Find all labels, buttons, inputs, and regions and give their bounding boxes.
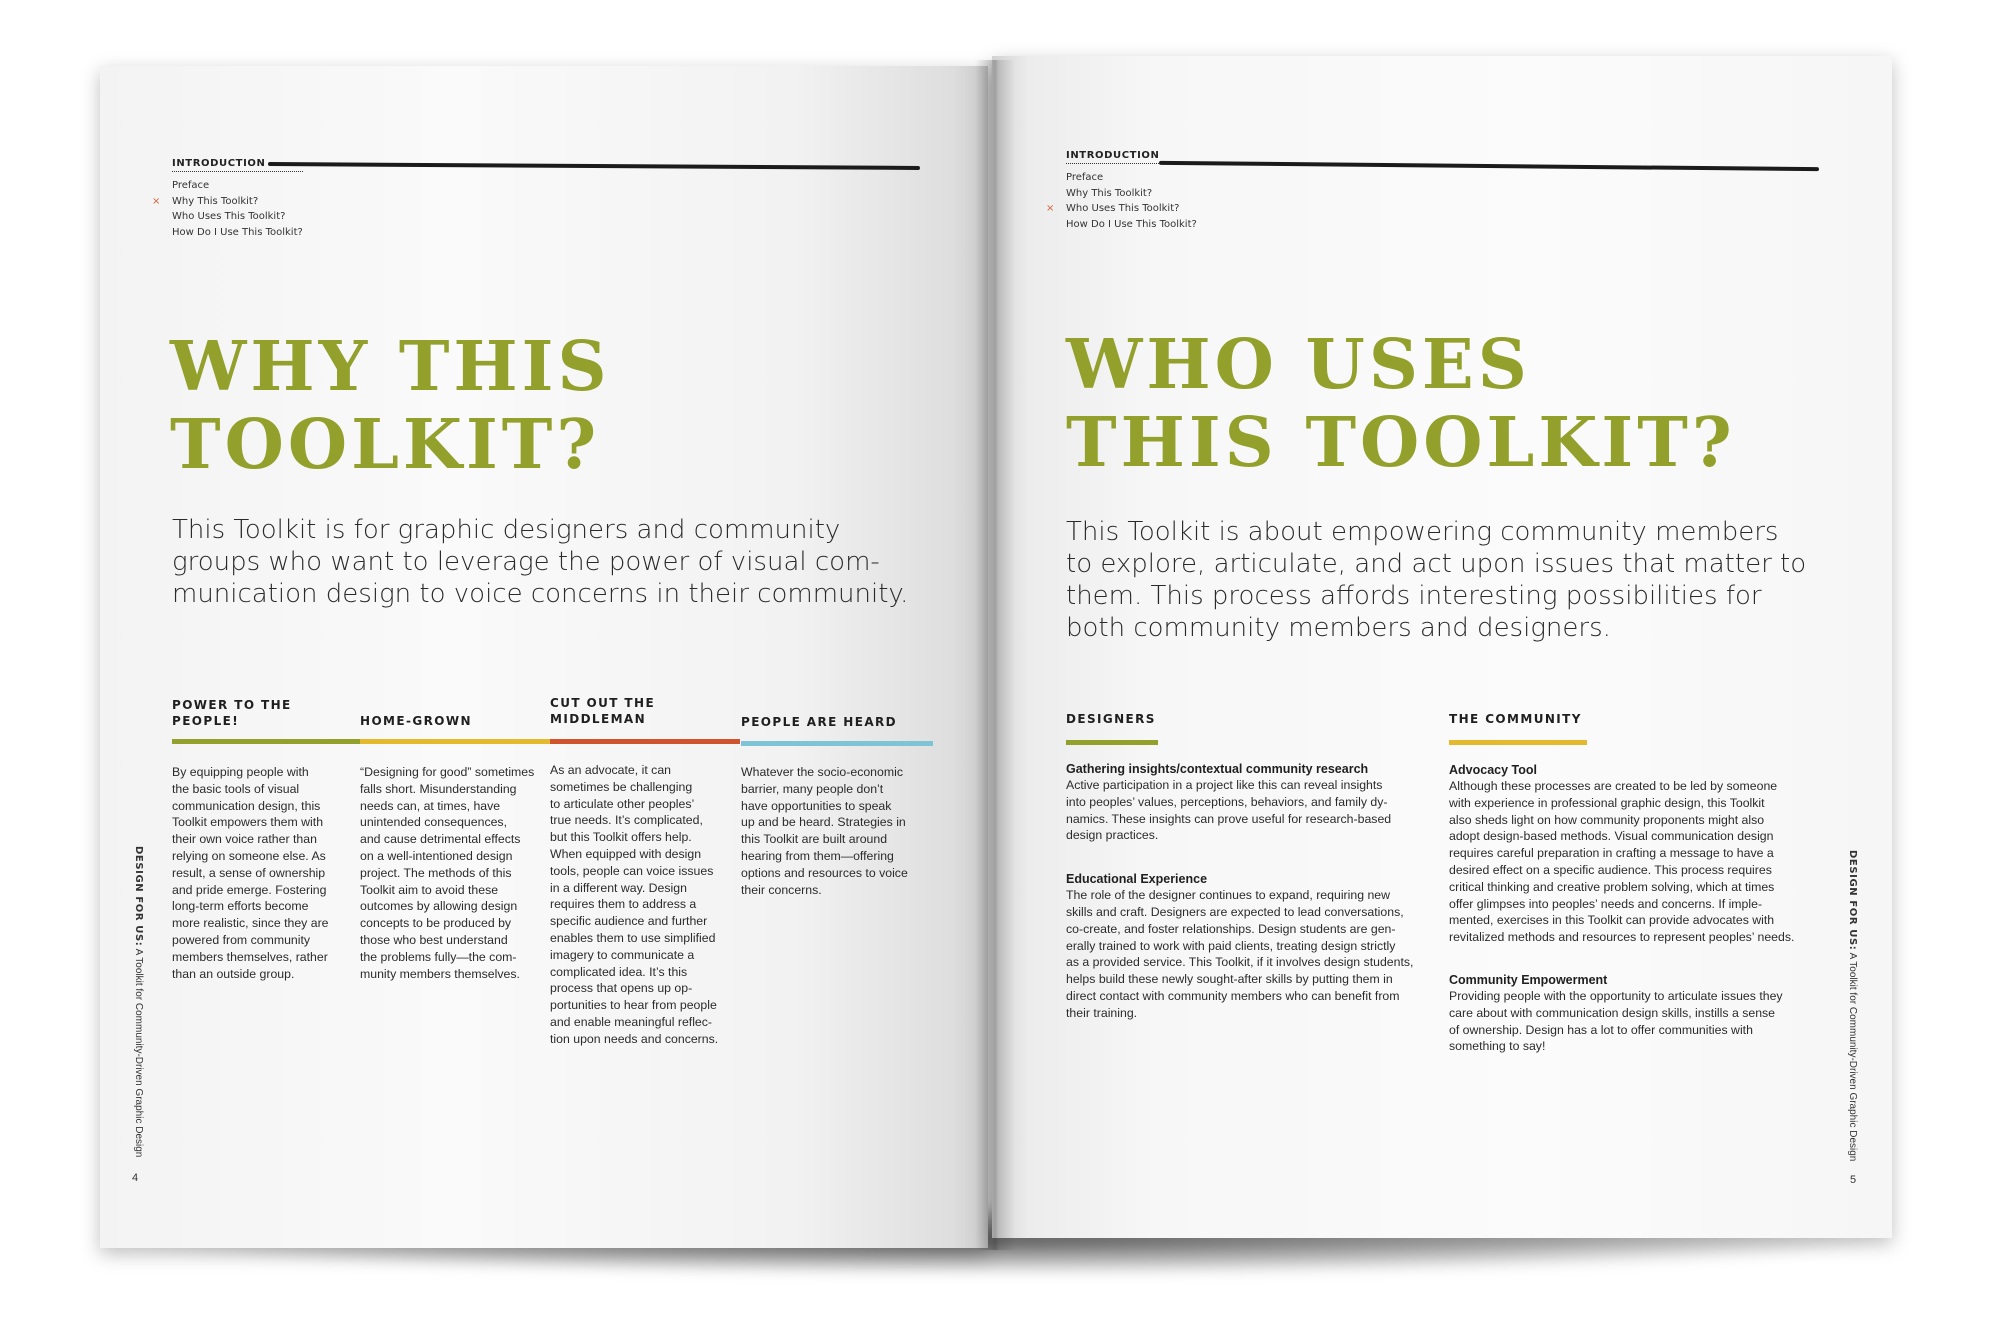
text-line: desired effect on a specific audience. This process requires — [1449, 862, 1772, 877]
text-line: but this Toolkit offers help. — [550, 830, 692, 845]
toc-item-label: Why This Toolkit? — [172, 195, 259, 207]
text-line: offer glimpses into peoples’ needs and concerns. If imple- — [1449, 896, 1763, 911]
text-line: erally trained to work with paid clients, treating design strictly — [1066, 938, 1396, 953]
heading-line: HOME-GROWN — [360, 714, 472, 728]
toc-item-how[interactable]: How Do I Use This Toolkit? — [172, 226, 303, 238]
text-line: true needs. It’s complicated, — [550, 813, 703, 828]
heading-line: CUT OUT THE — [550, 696, 656, 710]
text-line: munity members themselves. — [360, 966, 520, 981]
text-line: critical thinking and creative problem solving, which at times — [1449, 879, 1775, 894]
text-line: than an outside group. — [172, 966, 295, 981]
toc-item-who[interactable] — [1046, 201, 1197, 217]
toc-item-why[interactable]: Why This Toolkit? — [1066, 187, 1153, 199]
spine-gutter — [975, 60, 1015, 1250]
text-line: specific audience and further — [550, 914, 708, 929]
text-line: process that opens up op- — [550, 981, 693, 996]
title-line-1: WHY THIS — [170, 327, 611, 407]
column-bar-blue — [741, 741, 933, 746]
text-line: Toolkit empowers them with — [172, 815, 324, 830]
text-line: As an advocate, it can — [550, 763, 671, 777]
intro-line: both community members and designers. — [1066, 613, 1611, 643]
text-line: options and resources to voice — [741, 865, 908, 880]
text-line: design practices. — [1066, 828, 1159, 843]
text-line: relying on someone else. As — [172, 848, 326, 863]
text-line: outcomes by allowing design — [360, 899, 518, 914]
column-heading-middleman — [550, 695, 730, 727]
text-line: as a provided service. This Toolkit, if it involves design students, — [1066, 955, 1414, 970]
text-line: the basic tools of visual — [172, 781, 300, 796]
text-line: skills and craft. Designers are expected to lead conversations, — [1066, 904, 1404, 919]
text-line: falls short. Misunderstanding — [360, 781, 517, 796]
text-line: up and be heard. Strategies in — [741, 815, 906, 830]
heading-line: PEOPLE ARE HEARD — [741, 715, 898, 729]
text-line: Toolkit aim to avoid these — [360, 882, 499, 897]
toc-item-how[interactable]: How Do I Use This Toolkit? — [1066, 218, 1197, 230]
text-line: more realistic, since they are — [172, 916, 329, 931]
intro-line: them. This process affords interesting possibilities for — [1066, 581, 1762, 611]
text-line: the problems fully—the com- — [360, 949, 517, 964]
text-line: barrier, many people don’t — [741, 781, 884, 796]
toc-left — [152, 158, 303, 240]
text-line: into peoples’ values, perceptions, behaviors, and family dy- — [1066, 794, 1388, 809]
intro-line: to explore, articulate, and act upon issues that matter to — [1066, 549, 1807, 579]
page-number: 4 — [132, 1172, 139, 1184]
text-line: requires them to address a — [550, 897, 697, 912]
text-line: of ownership. Design has a lot to offer communities with — [1449, 1022, 1753, 1037]
text-line: complicated idea. It’s this — [550, 964, 688, 979]
intro-text — [1066, 516, 1866, 644]
active-mark-icon: × — [1046, 203, 1055, 214]
toc-item-who[interactable]: Who Uses This Toolkit? — [172, 211, 286, 222]
text-line: adopt design-based methods. Visual communication design — [1449, 829, 1774, 844]
side-running-title — [1847, 850, 1858, 1161]
intro-line: This Toolkit is for graphic designers and community — [172, 515, 841, 545]
text-line: powered from community — [172, 932, 311, 947]
header-rule — [1159, 161, 1819, 171]
community-bar — [1449, 740, 1587, 745]
community-text — [1449, 988, 1849, 1055]
page-number: 5 — [1850, 1174, 1857, 1186]
designers-sub-heading: Gathering insights/contextual community research — [1066, 762, 1369, 776]
text-line: their own voice rather than — [172, 832, 317, 847]
toc-item-why[interactable] — [152, 194, 303, 210]
active-mark-icon: × — [152, 195, 161, 207]
text-line: also sheds light on how community proponents might also — [1449, 812, 1765, 827]
page-title — [1066, 326, 1736, 482]
left-page — [100, 66, 988, 1248]
text-line: have opportunities to speak — [741, 798, 892, 813]
text-line: result, a sense of ownership — [172, 865, 326, 880]
text-line: Although these processes are created to be led by someone — [1449, 779, 1778, 793]
column-heading-heard — [741, 714, 931, 730]
text-line: those who best understand — [360, 932, 508, 947]
designers-text — [1066, 777, 1446, 844]
column-text-heard — [741, 764, 933, 898]
heading-line: PEOPLE! — [172, 714, 240, 728]
text-line: Active participation in a project like this can reveal insights — [1066, 778, 1383, 792]
side-title-text: A Toolkit for Community-Driven Graphic Design — [133, 946, 144, 1158]
toc-heading: INTRODUCTION — [172, 158, 303, 172]
title-line-2: TOOLKIT? — [170, 405, 601, 485]
community-text — [1449, 778, 1849, 946]
text-line: with experience in professional graphic design, this Toolkit — [1449, 795, 1765, 810]
text-line: co-create, and foster relationships. Design students are gen- — [1066, 921, 1396, 936]
text-line: this Toolkit are built around — [741, 832, 888, 847]
side-title-bold: DESIGN FOR US: — [133, 846, 144, 947]
designers-text — [1066, 887, 1446, 1021]
text-line: and cause detrimental effects — [360, 832, 521, 847]
side-title-bold: DESIGN FOR US: — [1847, 850, 1858, 951]
text-line: hearing from them—offering — [741, 848, 894, 863]
column-heading-homegrown — [360, 713, 540, 729]
text-line: helps build these newly sought-after skills by putting them in — [1066, 972, 1393, 987]
designers-bar — [1066, 740, 1158, 745]
text-line: something to say! — [1449, 1039, 1546, 1054]
community-sub-heading: Advocacy Tool — [1449, 763, 1537, 777]
text-line: members themselves, rather — [172, 949, 328, 964]
text-line: in a different way. Design — [550, 880, 687, 895]
side-title-text: A Toolkit for Community-Driven Graphic Design — [1847, 950, 1858, 1162]
text-line: mented, exercises in this Toolkit can provide advocates with — [1449, 913, 1775, 928]
intro-line: groups who want to leverage the power of visual com- — [172, 547, 880, 577]
text-line: and enable meaningful reflec- — [550, 1014, 713, 1029]
text-line: tion upon needs and concerns. — [550, 1031, 719, 1046]
text-line: namics. These insights can prove useful for research-based — [1066, 811, 1392, 826]
text-line: care about with communication design skills, instills a sense — [1449, 1005, 1776, 1020]
text-line: Whatever the socio-economic — [741, 765, 903, 779]
heading-line: MIDDLEMAN — [550, 712, 647, 726]
text-line: enables them to use simplified — [550, 930, 716, 945]
toc-item-preface[interactable]: Preface — [172, 180, 210, 191]
text-line: tools, people can voice issues — [550, 863, 714, 878]
text-line: concepts to be produced by — [360, 916, 512, 931]
text-line: their concerns. — [741, 882, 822, 897]
toc-heading: INTRODUCTION — [1066, 150, 1197, 164]
community-section — [1449, 762, 1849, 1055]
text-line: project. The methods of this — [360, 865, 512, 880]
toc-item-label: Who Uses This Toolkit? — [1066, 203, 1180, 214]
text-line: and pride emerge. Fostering — [172, 882, 327, 897]
column-bar-yellow — [360, 739, 550, 744]
column-heading-power — [172, 697, 352, 729]
text-line: revitalized methods and resources to represent peoples’ needs. — [1449, 930, 1795, 945]
text-line: their training. — [1066, 1005, 1138, 1020]
toc-item-preface[interactable]: Preface — [1066, 172, 1104, 183]
intro-text — [172, 514, 962, 610]
text-line: sometimes be challenging — [550, 779, 693, 794]
text-line: requires careful preparation in crafting a message to have a — [1449, 846, 1774, 861]
text-line: long-term efforts become — [172, 899, 309, 914]
text-line: By equipping people with — [172, 765, 309, 779]
text-line: When equipped with design — [550, 846, 702, 861]
text-line: Providing people with the opportunity to articulate issues they — [1449, 988, 1783, 1003]
community-sub-heading: Community Empowerment — [1449, 972, 1608, 987]
column-text-homegrown — [360, 764, 550, 982]
text-line: on a well-intentioned design — [360, 848, 513, 863]
heading-line: POWER TO THE — [172, 698, 292, 712]
text-line: portunities to hear from people — [550, 998, 717, 1013]
header-rule — [268, 162, 920, 170]
intro-line: This Toolkit is about empowering community members — [1066, 517, 1779, 547]
text-line: “Designing for good” sometimes — [360, 765, 535, 779]
column-bar-green — [172, 739, 362, 744]
intro-line: munication design to voice concerns in their community. — [172, 579, 909, 609]
designers-section — [1066, 761, 1446, 1022]
column-text-middleman — [550, 762, 740, 1048]
designers-sub-heading: Educational Experience — [1066, 872, 1208, 887]
column-text-power — [172, 764, 357, 982]
page-title — [170, 328, 611, 484]
title-line-2: THIS TOOLKIT? — [1066, 403, 1736, 483]
title-line-1: WHO USES — [1066, 325, 1531, 405]
text-line: The role of the designer continues to expand, requiring new — [1066, 888, 1391, 903]
side-running-title — [133, 846, 144, 1157]
designers-heading: DESIGNERS — [1066, 712, 1156, 726]
text-line: needs can, at times, have — [360, 798, 501, 813]
text-line: imagery to communicate a — [550, 947, 695, 962]
column-bar-orange — [550, 739, 740, 744]
text-line: communication design, this — [172, 798, 321, 813]
text-line: direct contact with community members who can benefit from — [1066, 988, 1400, 1003]
text-line: to articulate other peoples’ — [550, 796, 695, 811]
community-heading: THE COMMUNITY — [1449, 712, 1582, 726]
right-page — [992, 56, 1892, 1238]
text-line: unintended consequences, — [360, 815, 507, 830]
